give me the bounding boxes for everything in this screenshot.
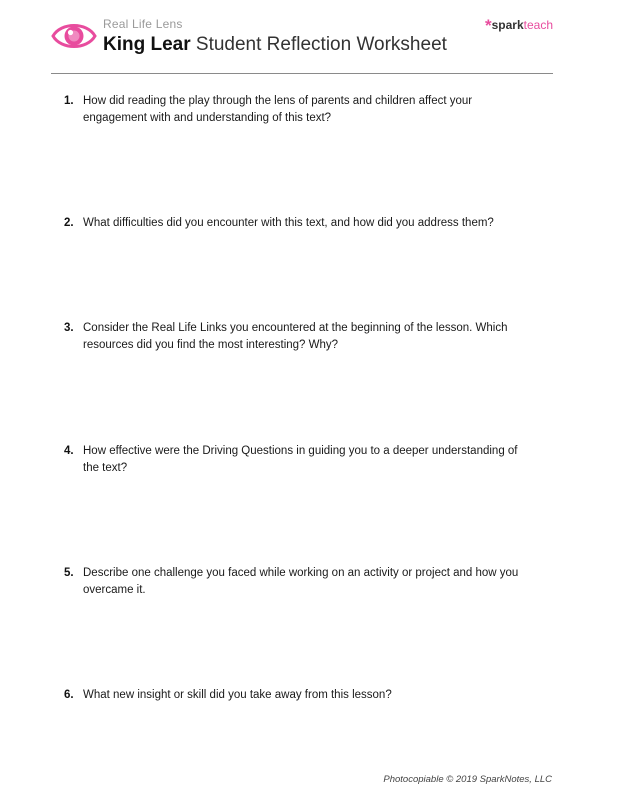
work-title: King Lear bbox=[103, 34, 191, 55]
worksheet-title: Student Reflection Worksheet bbox=[195, 34, 447, 55]
question-item bbox=[64, 443, 534, 477]
question-item bbox=[64, 215, 534, 232]
copyright-footer: Photocopiable © 2019 SparkNotes, LLC bbox=[383, 774, 552, 785]
question-number: 3. bbox=[64, 322, 74, 334]
question-item bbox=[64, 687, 534, 704]
eye-icon bbox=[51, 18, 97, 54]
question-text: Describe one challenge you faced while working on an activity or project and how you overcame it. bbox=[83, 567, 519, 596]
question-item bbox=[64, 565, 534, 599]
brand-logo bbox=[485, 14, 553, 34]
question-item bbox=[64, 320, 534, 354]
question-text: What new insight or skill did you take away from this lesson? bbox=[83, 689, 392, 701]
question-item bbox=[64, 93, 534, 127]
question-number: 4. bbox=[64, 445, 74, 457]
question-text: Consider the Real Life Links you encountered at the beginning of the lesson. Which resources did you find the most interesting? Why? bbox=[83, 322, 508, 351]
question-number: 6. bbox=[64, 689, 74, 701]
header-divider bbox=[51, 73, 553, 74]
series-label: Real Life Lens bbox=[103, 17, 183, 31]
question-number: 1. bbox=[64, 95, 74, 107]
brand-asterisk: * bbox=[484, 16, 492, 35]
question-number: 2. bbox=[64, 217, 74, 229]
question-text: How did reading the play through the lens of parents and children affect your engagement with and understanding of this text? bbox=[83, 95, 473, 124]
question-text: How effective were the Driving Questions in guiding you to a deeper understanding of the text? bbox=[83, 445, 518, 474]
question-text: What difficulties did you encounter with this text, and how did you address them? bbox=[83, 217, 494, 229]
question-number: 5. bbox=[64, 567, 74, 579]
brand-teach: teach bbox=[523, 18, 553, 32]
brand-spark: spark bbox=[491, 18, 524, 32]
page-title bbox=[103, 34, 447, 56]
